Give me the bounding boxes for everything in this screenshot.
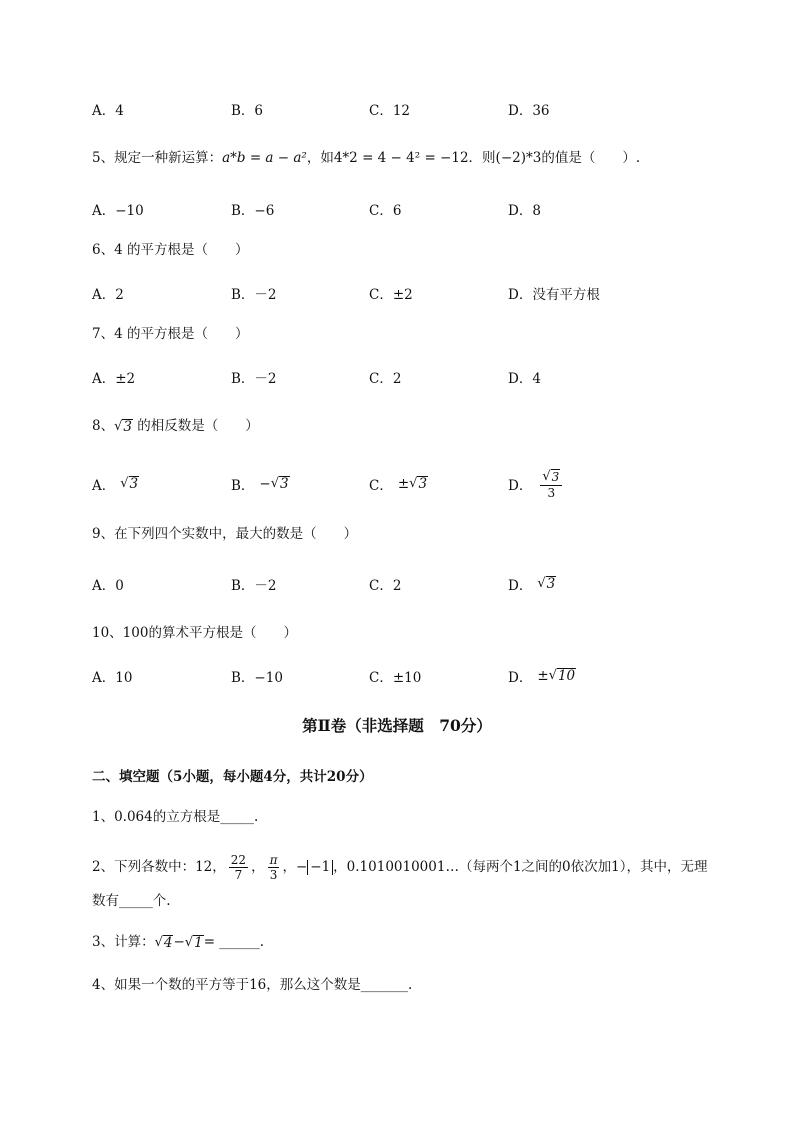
question-6: 6、4 的平方根是（ ） bbox=[92, 242, 249, 258]
q10-options bbox=[92, 663, 712, 689]
q9-d-sqrt: √ 3 bbox=[537, 576, 556, 592]
q5-lead: 5、规定一种新运算： bbox=[92, 150, 223, 166]
q6-option-a: A．2 bbox=[92, 287, 124, 303]
q5-option-c: C．6 bbox=[369, 203, 402, 219]
q9-option-d: D． √ 3 bbox=[508, 576, 556, 594]
fill3-sqrt-1: √ 1 bbox=[184, 935, 203, 951]
q4-option-d: D．36 bbox=[508, 103, 550, 119]
fill2-absolute-value: −1 bbox=[307, 860, 333, 875]
q4-option-b: B．6 bbox=[231, 103, 264, 119]
fill-question-4: 4、如果一个数的平方等于16，那么这个数是_______. bbox=[92, 977, 413, 993]
question-8 bbox=[92, 416, 259, 436]
q7-option-a: A．±2 bbox=[92, 371, 136, 387]
fill-question-1: 1、0.064的立方根是_____. bbox=[92, 809, 259, 825]
fill3-minus: − bbox=[173, 934, 185, 950]
q8-options bbox=[92, 468, 712, 501]
q10-option-d: D． ± √ 10 bbox=[508, 668, 576, 686]
q10-option-c: C．±10 bbox=[369, 670, 422, 686]
question-5 bbox=[92, 148, 640, 168]
section-title: 第Ⅱ卷（非选择题 70分） bbox=[302, 716, 492, 735]
q8-d-sqrt: √ 3 bbox=[542, 468, 560, 484]
q7-option-b: B．－2 bbox=[231, 371, 277, 387]
question-7: 7、4 的平方根是（ ） bbox=[92, 326, 249, 342]
fill-question-2: 2、下列各数中：12， $\frac{22}{7}$ ， $\frac{\pi}{3}$ ， − −1 ，0.1010010001…（每两个1之间的0依次加1），其中，无理 bbox=[92, 852, 708, 882]
q8-b-sqrt: √ 3 bbox=[270, 476, 289, 492]
q5-tail: 的值是（ ）. bbox=[541, 150, 641, 166]
q4-option-a: A．4 bbox=[92, 103, 124, 119]
q5-mid2: ．则 bbox=[468, 150, 496, 166]
fill2-fraction-pi-3: $\frac{\pi}{3}$ bbox=[269, 852, 278, 882]
q8-tail: 的相反数是（ ） bbox=[137, 418, 259, 434]
q5-mid: ，如 bbox=[306, 150, 334, 166]
q5-options bbox=[92, 196, 712, 222]
q8-d-fraction: √ 3 3 bbox=[540, 469, 562, 500]
q8-option-b: B． − √ 3 bbox=[231, 476, 289, 494]
q7-option-d: D．4 bbox=[508, 371, 541, 387]
q8-a-sqrt: √ 3 bbox=[120, 476, 139, 492]
fill-question-2-line2: 数有_____个. bbox=[92, 893, 171, 909]
q5-option-a: A．−10 bbox=[92, 203, 144, 219]
q5-option-b: B．−6 bbox=[231, 203, 275, 219]
question-9: 9、在下列四个实数中，最大的数是（ ） bbox=[92, 526, 358, 542]
q8-radicand: 3 bbox=[123, 419, 132, 435]
fill-question-3 bbox=[92, 932, 264, 952]
q8-number: 8、 bbox=[92, 418, 115, 434]
q9-option-c: C．2 bbox=[369, 578, 402, 594]
q9-option-a: A．0 bbox=[92, 578, 124, 594]
q6-option-c: C．±2 bbox=[369, 287, 413, 303]
q8-c-sqrt: √ 3 bbox=[409, 476, 428, 492]
part2-heading: 二、填空题（5小题，每小题4分，共计20分） bbox=[92, 769, 373, 785]
q8-option-d: D． √ 3 3 bbox=[508, 467, 565, 501]
fill2-tail: ，0.1010010001…（每两个1之间的0依次加1），其中，无理 bbox=[333, 859, 708, 875]
q6-option-b: B．－2 bbox=[231, 287, 277, 303]
q6-options bbox=[92, 280, 712, 306]
fill2-lead: 2、下列各数中：12， bbox=[92, 859, 226, 875]
q5-option-d: D．8 bbox=[508, 203, 541, 219]
q7-options bbox=[92, 364, 712, 390]
fill3-lead: 3、计算： bbox=[92, 934, 155, 950]
q9-options bbox=[92, 571, 712, 597]
q10-d-sqrt: √ 10 bbox=[548, 668, 576, 684]
q4-options bbox=[92, 96, 712, 122]
fill3-sqrt-4: √ 4 bbox=[154, 935, 173, 951]
q8-sqrt: √ 3 bbox=[114, 419, 132, 435]
fill2-fraction-22-7: $\frac{22}{7}$ bbox=[230, 852, 247, 882]
q5-example: 4*2 = 4 − 4² = −12 bbox=[333, 150, 469, 166]
q9-option-b: B．－2 bbox=[231, 578, 277, 594]
q10-option-a: A．10 bbox=[92, 670, 133, 686]
q7-option-c: C．2 bbox=[369, 371, 402, 387]
q6-option-d: D．没有平方根 bbox=[508, 287, 600, 303]
q5-definition: a*b = a − a² bbox=[222, 150, 307, 166]
q8-option-c: C． ± √ 3 bbox=[369, 476, 428, 494]
fill2-neg: − bbox=[295, 859, 308, 875]
q10-option-b: B．−10 bbox=[231, 670, 283, 686]
q4-option-c: C．12 bbox=[369, 103, 411, 119]
q5-expression: (−2)*3 bbox=[495, 150, 542, 166]
fill3-tail: = ______. bbox=[203, 934, 265, 950]
q8-option-a: A． √ 3 bbox=[92, 476, 139, 494]
question-10: 10、100的算术平方根是（ ） bbox=[92, 625, 297, 641]
